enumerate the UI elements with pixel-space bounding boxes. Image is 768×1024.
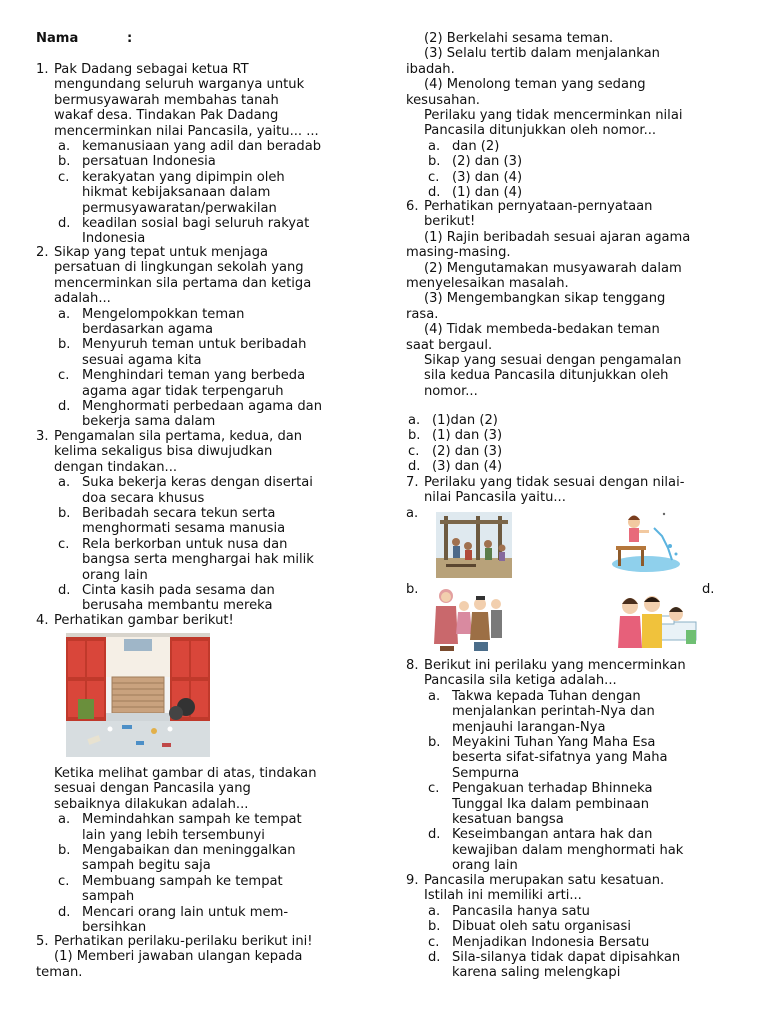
statement-3: (3) Selalu tertib dalam menjalankan: [424, 46, 660, 62]
option-b: b. Beribadah secara tekun serta menghormati sesama manusia: [58, 506, 286, 537]
question-3: [36, 429, 376, 614]
name-label: Nama: [36, 31, 79, 46]
option-a: a. Memindahkan sampah ke tempat lain yang lebih tersembunyi: [58, 812, 302, 843]
option-a: a. Takwa kepada Tuhan dengan menjalankan perintah-Nya dan menjauhi larangan-Nya: [428, 688, 655, 735]
option-d: d. Keseimbangan antara hak dan kewajiban dalam menghormati hak orang lain: [428, 827, 684, 874]
option-b: b. (2) dan (3): [428, 154, 523, 170]
statement-1-cont: masing-masing.: [406, 245, 511, 261]
question-2: [36, 245, 376, 430]
option-c: c. Pengakuan terhadap Bhinneka Tunggal Ika dalam pembinaan kesatuan bangsa: [428, 781, 653, 828]
option-c: c. Menjadikan Indonesia Bersatu: [428, 934, 650, 950]
statement-1: (1) Rajin beribadah sesuai ajaran agama: [424, 229, 691, 245]
gotong-royong-illustration: [436, 512, 512, 578]
option-b: b. Meyakini Tuhan Yang Maha Esa beserta sifat-sifatnya yang Maha Sempurna: [428, 735, 668, 781]
question-text: Perhatikan gambar berikut!: [54, 613, 234, 628]
option-d-label: d.: [702, 582, 715, 597]
question-number: 3.: [36, 429, 49, 444]
question-ask: Sikap yang sesuai dengan pengamalan sila kedua Pancasila ditunjukkan oleh nomor...: [424, 353, 682, 399]
statement-1: (1) Memberi jawaban ulangan kepada: [54, 949, 303, 965]
option-a: a. (1)dan (2): [408, 413, 498, 428]
option-c: c. Rela berkorban untuk nusa dan bangsa serta menghargai hak milik orang lain: [58, 536, 314, 583]
option-d: d. Menghormati perbedaan agama dan bekerja sama dalam: [58, 399, 323, 430]
option-a-label: a.: [406, 506, 419, 521]
option-d: d. Sila-silanya tidak dapat dipisahkan karena saling melengkapi: [428, 950, 681, 981]
statement-4: (4) Menolong teman yang sedang: [424, 77, 646, 93]
question-text: Berikut ini perilaku yang mencerminkan Pancasila sila ketiga adalah...: [424, 658, 686, 689]
option-b: b. Mengabaikan dan meninggalkan sampah begitu saja: [58, 843, 296, 874]
option-c: c. kerakyatan yang dipimpin oleh hikmat kebijaksanaan dalam permusyawaratan/perwakilan: [58, 169, 285, 216]
question-number: 1.: [36, 62, 49, 77]
option-c: c. Membuang sampah ke tempat sampah: [58, 873, 283, 905]
question-text: Pancasila merupakan satu kesatuan. Istilah ini memiliki arti...: [424, 873, 665, 904]
question-4-continued: [36, 766, 376, 935]
statement-2-cont: menyelesaikan masalah.: [406, 276, 569, 292]
question-number: 6.: [406, 199, 419, 214]
option-c: c. (2) dan (3): [408, 443, 503, 459]
statement-4-cont: saat bergaul.: [406, 337, 493, 353]
statement-4: (4) Tidak membeda-bedakan teman: [424, 322, 660, 338]
name-colon: :: [127, 31, 133, 46]
option-b: b. (1) dan (3): [408, 428, 503, 444]
question-text: Sikap yang tepat untuk menjaga persatuan di lingkungan sekolah yang mencerminkan sila pertama dan ketiga adalah...: [54, 245, 312, 307]
name-field-label: [36, 31, 133, 46]
option-b: b. Menyuruh teman untuk beribadah sesuai agama kita: [58, 337, 307, 368]
question-number: 7.: [406, 475, 419, 490]
option-a: a. dan (2): [428, 138, 500, 154]
question-number: 9.: [406, 873, 419, 888]
question-7: [406, 475, 746, 506]
question-number: 2.: [36, 245, 49, 260]
question-number: 4.: [36, 613, 49, 628]
statement-2: (2) Mengutamakan musyawarah dalam: [424, 260, 682, 276]
option-a: a. kemanusiaan yang adil dan beradab: [58, 139, 322, 155]
option-d: d. (1) dan (4): [428, 185, 523, 201]
option-a: a. Suka bekerja keras dengan disertai doa secara khusus: [58, 475, 313, 506]
statement-1-cont: teman.: [36, 964, 83, 980]
question-1: [36, 62, 376, 247]
family-greeting-illustration: [430, 584, 506, 652]
question-text: Pengamalan sila pertama, kedua, dan kelima sekaligus bisa diwujudkan dengan tindakan...: [54, 429, 303, 475]
option-c: c. (3) dan (4): [428, 169, 523, 185]
statement-3-cont: ibadah.: [406, 61, 455, 77]
question-text: Perilaku yang tidak sesuai dengan nilai- nilai Pancasila yaitu...: [424, 475, 685, 506]
option-b-label: b.: [406, 582, 419, 597]
statement-3: (3) Mengembangkan sikap tenggang: [424, 291, 666, 307]
question-4: [36, 613, 376, 628]
question-5-continued: [406, 31, 746, 200]
option-a: a. Mengelompokkan teman berdasarkan agama: [58, 306, 245, 338]
option-b: b. persatuan Indonesia: [58, 154, 216, 170]
question-ask: Perilaku yang tidak mencerminkan nilai Pancasila ditunjukkan oleh nomor...: [424, 108, 683, 139]
option-a: a. Pancasila hanya satu: [428, 903, 590, 919]
statement-4-cont: kesusahan.: [406, 92, 480, 108]
option-d: d. Cinta kasih pada sesama dan berusaha membantu mereka: [58, 583, 275, 614]
question-text: Ketika melihat gambar di atas, tindakan sesuai dengan Pancasila yang sebaiknya dilakukan adalah...: [54, 766, 317, 812]
statement-3-cont: rasa.: [406, 306, 439, 322]
option-d: d. (3) dan (4): [408, 459, 503, 475]
question-6: [406, 199, 746, 399]
option-d: d. Mencari orang lain untuk mem- bersihkan: [58, 904, 289, 936]
question-8: [406, 658, 746, 874]
question-text: Perhatikan perilaku-perilaku berikut ini!: [54, 934, 313, 949]
statement-2: (2) Berkelahi sesama teman.: [424, 31, 614, 46]
option-b: b. Dibuat oleh satu organisasi: [428, 919, 631, 935]
question-9: [406, 873, 746, 981]
question-number: 5.: [36, 934, 49, 949]
question-number: 8.: [406, 658, 419, 673]
question-text: Pak Dadang sebagai ketua RT mengundang seluruh warganya untuk bermusyawarah membahas tanah wakaf desa. Tindakan Pak Dadang mencerminkan nilai Pancasila, yaitu... ...: [54, 62, 319, 139]
child-water-illustration: [606, 508, 686, 574]
question-6-options: [406, 413, 746, 475]
hallway-litter-illustration: [66, 633, 210, 757]
option-c: c. Menghindari teman yang berbeda agama agar tidak terpengaruh: [58, 368, 306, 399]
question-text: Perhatikan pernyataan-pernyataan berikut!: [424, 199, 653, 230]
visiting-sick-friend-illustration: [616, 586, 698, 650]
option-d: d. keadilan sosial bagi seluruh rakyat Indonesia: [58, 216, 310, 247]
question-5: [36, 934, 376, 980]
